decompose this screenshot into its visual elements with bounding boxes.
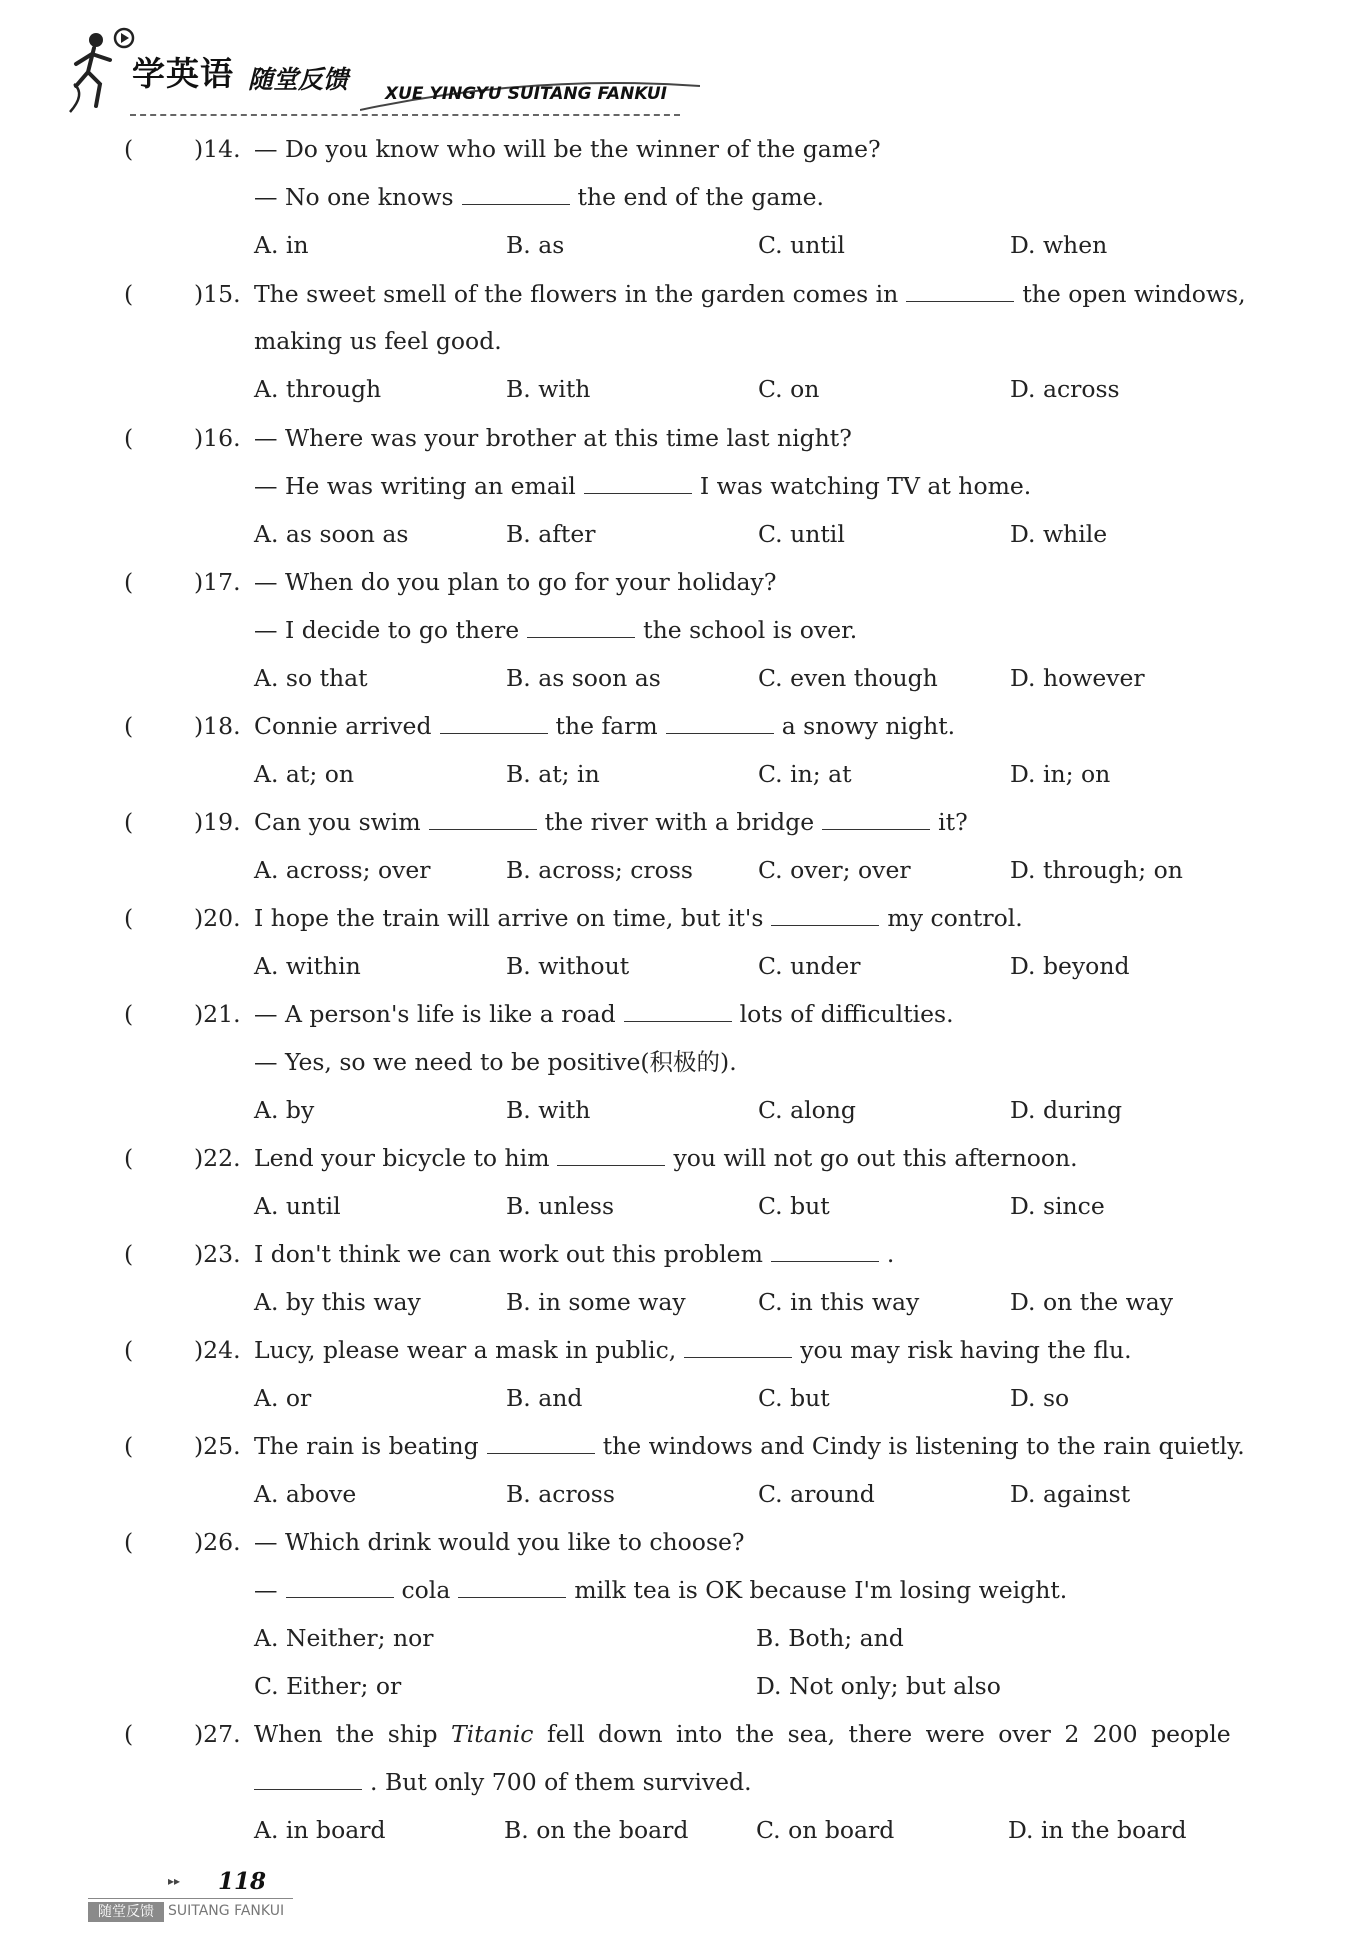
question-text-line2: . But only 700 of them survived. [254,1767,752,1797]
question-text: The sweet smell of the flowers in the garden comes in the open windows, [254,280,1246,308]
option-d[interactable]: D. through; on [1010,856,1183,884]
header-title-cn: 学英语 [132,54,234,93]
answer-paren[interactable]: ( [124,1720,134,1748]
answer-paren[interactable]: ( [124,1000,134,1028]
option-b[interactable]: B. and [506,1384,583,1412]
page-header [60,18,680,128]
answer-paren[interactable]: ( [124,1336,134,1364]
option-d[interactable]: D. so [1010,1384,1070,1412]
option-a[interactable]: A. or [254,1384,312,1412]
answer-blank[interactable] [684,1335,792,1358]
question-text: When the ship Titanic fell down into the sea, there were over 2 200 people [254,1720,1231,1748]
option-a[interactable]: A. in [254,231,309,259]
option-b[interactable]: B. with [506,375,591,403]
question-number: )25. [194,1432,241,1460]
option-d[interactable]: D. beyond [1010,952,1130,980]
page-number: 118 [218,1868,267,1895]
option-a[interactable]: A. as soon as [254,520,409,548]
question-number: )24. [194,1336,241,1364]
question-text: I hope the train will arrive on time, but it's my control. [254,904,1023,932]
answer-blank[interactable] [906,279,1014,302]
question-text: — Do you know who will be the winner of the game? [254,135,881,163]
answer-paren[interactable]: ( [124,280,134,308]
answer-paren[interactable]: ( [124,135,134,163]
answer-paren[interactable]: ( [124,1432,134,1460]
question-number: )26. [194,1528,241,1556]
question-text-line2: — Yes, so we need to be positive(积极的). [254,1048,737,1076]
header-title-en: XUE YINGYU SUITANG FANKUI [385,84,668,104]
ship-name: Titanic [451,1720,534,1748]
header-dashed-rule [130,114,680,116]
question-number: )17. [194,568,241,596]
option-c[interactable]: C. over; over [758,856,911,884]
answer-paren[interactable]: ( [124,808,134,836]
option-c[interactable]: C. on [758,375,820,403]
option-b[interactable]: B. after [506,520,596,548]
option-b[interactable]: B. in some way [506,1288,686,1316]
question-text: — A person's life is like a road lots of difficulties. [254,1000,954,1028]
answer-blank[interactable] [487,1431,595,1454]
answer-blank[interactable] [822,807,930,830]
option-c[interactable]: C. on board [756,1816,895,1844]
answer-blank[interactable] [462,182,570,205]
option-c[interactable]: C. along [758,1096,856,1124]
question-text: — Where was your brother at this time last night? [254,424,852,452]
question-number: )19. [194,808,241,836]
option-a[interactable]: A. Neither; nor [254,1624,434,1652]
question-text: Lend your bicycle to him you will not go out this afternoon. [254,1144,1078,1172]
answer-blank[interactable] [771,1239,879,1262]
question-text: I don't think we can work out this problem . [254,1240,895,1268]
question-text: Can you swim the river with a bridge it? [254,808,968,836]
option-c[interactable]: C. in; at [758,760,852,788]
option-c[interactable]: C. Either; or [254,1672,402,1700]
answer-paren[interactable]: ( [124,1144,134,1172]
question-number: )21. [194,1000,241,1028]
footer-label-en: SUITANG FANKUI [168,1903,285,1919]
question-text: — When do you plan to go for your holiday? [254,568,777,596]
option-b[interactable]: B. as soon as [506,664,661,692]
question-number: )16. [194,424,241,452]
footer-badge: 随堂反馈 [88,1902,164,1922]
answer-blank[interactable] [286,1575,394,1598]
option-c[interactable]: C. around [758,1480,875,1508]
option-a[interactable]: A. so that [254,664,368,692]
answer-blank[interactable] [557,1143,665,1166]
footer-rule [88,1898,293,1899]
option-d[interactable]: D. since [1010,1192,1105,1220]
question-number: )14. [194,135,241,163]
answer-blank[interactable] [458,1575,566,1598]
header-subtitle-cn: 随堂反馈 [248,65,349,94]
question-number: )27. [194,1720,241,1748]
option-d[interactable]: D. on the way [1010,1288,1174,1316]
question-text: Connie arrived the farm a snowy night. [254,712,956,740]
option-d[interactable]: D. when [1010,231,1108,259]
answer-paren[interactable]: ( [124,1240,134,1268]
option-b[interactable]: B. as [506,231,565,259]
double-arrow-icon: ▸▸ [168,1874,181,1888]
option-a[interactable]: A. at; on [254,760,355,788]
answer-blank[interactable] [666,711,774,734]
option-b[interactable]: B. across; cross [506,856,693,884]
question-text-line2: — I decide to go there the school is over. [254,616,858,644]
option-c[interactable]: C. in this way [758,1288,920,1316]
option-d[interactable]: D. during [1010,1096,1123,1124]
answer-blank[interactable] [429,807,537,830]
question-number: )20. [194,904,241,932]
option-c[interactable]: C. until [758,231,845,259]
question-text: — Which drink would you like to choose? [254,1528,745,1556]
question-number: )18. [194,712,241,740]
question-text-line2: — No one knows the end of the game. [254,183,825,211]
option-a[interactable]: A. until [254,1192,341,1220]
question-text: The rain is beating the windows and Cindy is listening to the rain quietly. [254,1432,1245,1460]
answer-blank[interactable] [440,711,548,734]
option-b[interactable]: B. at; in [506,760,600,788]
answer-blank[interactable] [771,903,879,926]
question-number: )23. [194,1240,241,1268]
option-b[interactable]: B. with [506,1096,591,1124]
option-d[interactable]: D. Not only; but also [756,1672,1001,1700]
answer-paren[interactable]: ( [124,712,134,740]
option-d[interactable]: D. however [1010,664,1145,692]
option-a[interactable]: A. above [254,1480,357,1508]
option-d[interactable]: D. across [1010,375,1120,403]
option-b[interactable]: B. across [506,1480,615,1508]
option-c[interactable]: C. but [758,1192,830,1220]
option-d[interactable]: D. while [1010,520,1108,548]
option-d[interactable]: D. in; on [1010,760,1111,788]
option-d[interactable]: D. in the board [1008,1816,1187,1844]
question-number: )15. [194,280,241,308]
option-a[interactable]: A. in board [254,1816,386,1844]
answer-paren[interactable]: ( [124,568,134,596]
option-d[interactable]: D. against [1010,1480,1131,1508]
question-text-line2: — cola milk tea is OK because I'm losing weight. [254,1576,1068,1604]
option-b[interactable]: B. on the board [504,1816,689,1844]
option-a[interactable]: A. across; over [254,856,431,884]
option-c[interactable]: C. under [758,952,861,980]
answer-paren[interactable]: ( [124,424,134,452]
option-a[interactable]: A. through [254,375,382,403]
option-b[interactable]: B. unless [506,1192,615,1220]
question-text-line2: — He was writing an email I was watching TV at home. [254,472,1032,500]
question-text-line2: making us feel good. [254,327,502,355]
answer-blank[interactable] [584,471,692,494]
answer-paren[interactable]: ( [124,1528,134,1556]
option-c[interactable]: C. but [758,1384,830,1412]
option-c[interactable]: C. until [758,520,845,548]
option-a[interactable]: A. by this way [254,1288,421,1316]
question-text: Lucy, please wear a mask in public, you may risk having the flu. [254,1336,1132,1364]
option-a[interactable]: A. by [254,1096,315,1124]
option-a[interactable]: A. within [254,952,361,980]
question-number: )22. [194,1144,241,1172]
option-b[interactable]: B. Both; and [756,1624,904,1652]
answer-blank[interactable] [254,1767,362,1790]
answer-blank[interactable] [527,615,635,638]
option-b[interactable]: B. without [506,952,630,980]
answer-paren[interactable]: ( [124,904,134,932]
answer-blank[interactable] [624,999,732,1022]
option-c[interactable]: C. even though [758,664,938,692]
